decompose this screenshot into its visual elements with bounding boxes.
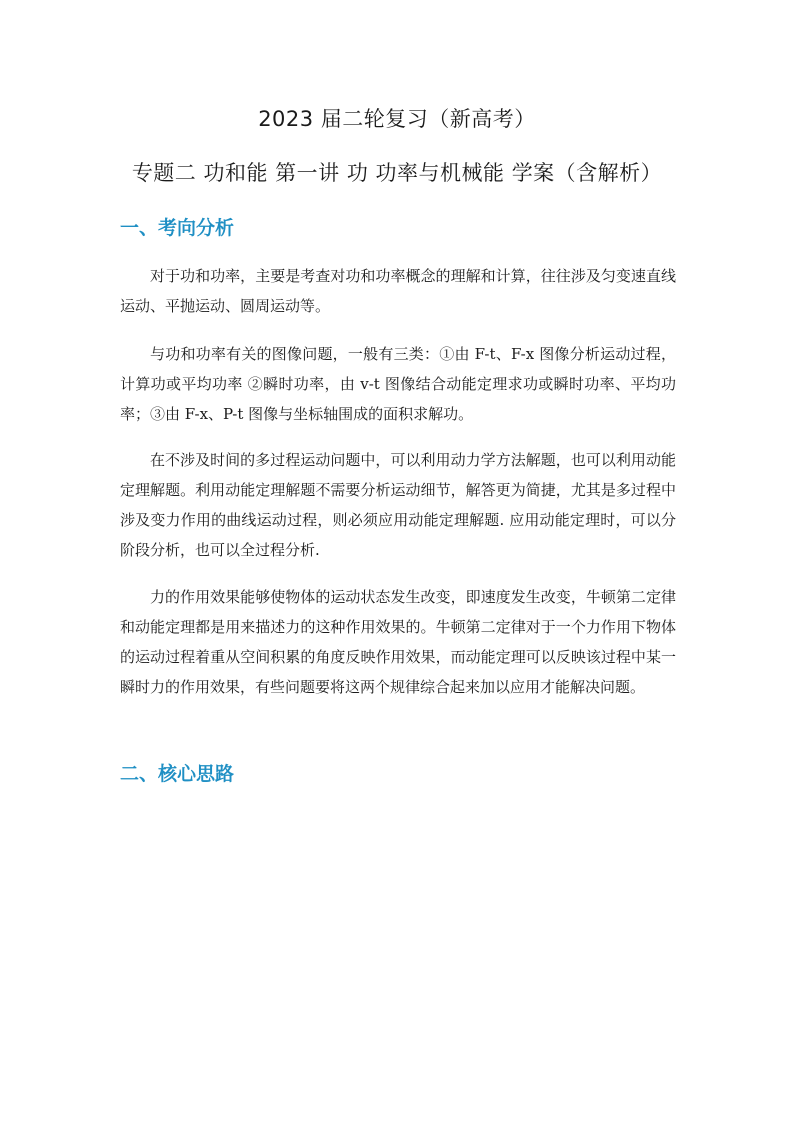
paragraph: 在不涉及时间的多过程运动问题中，可以利用动力学方法解题，也可以利用动能定理解题。利用动能定理解题不需要分析运动细节，解答更为简捷，尤其是多过程中涉及变力作用的曲线运动过程，则必须应用动能定理解题. 应用动能定理时，可以分阶段分析，也可以全过程分析. — [120, 451, 676, 559]
section-heading-analysis: 一、考向分析 — [120, 217, 235, 239]
paragraph: 对于功和功率，主要是考查对功和功率概念的理解和计算，往往涉及匀变速直线运动、平抛运动、圆周运动等。 — [120, 267, 676, 315]
document-subtitle: 专题二 功和能 第一讲 功 功率与机械能 学案（含解析） — [131, 161, 663, 185]
paragraph: 与功和功率有关的图像问题，一般有三类：①由 F-t、F-x 图像分析运动过程，计算功或平均功率 ②瞬时功率，由 v-t 图像结合动能定理求功或瞬时功率、平均功率；③由 F-x、P-t 图像与坐标轴围成的面积求解功。 — [120, 345, 676, 423]
document-title: 2023 届二轮复习（新高考） — [258, 107, 536, 131]
paragraph: 力的作用效果能够使物体的运动状态发生改变，即速度发生改变，牛顿第二定律和动能定理都是用来描述力的这种作用效果的。牛顿第二定律对于一个力作用下物体的运动过程着重从空间积累的角度反映作用效果，而动能定理可以反映该过程中某一瞬时力的作用效果，有些问题要将这两个规律综合起来加以应用才能解决问题。 — [120, 588, 676, 696]
section-heading-core-ideas: 二、核心思路 — [120, 763, 235, 785]
